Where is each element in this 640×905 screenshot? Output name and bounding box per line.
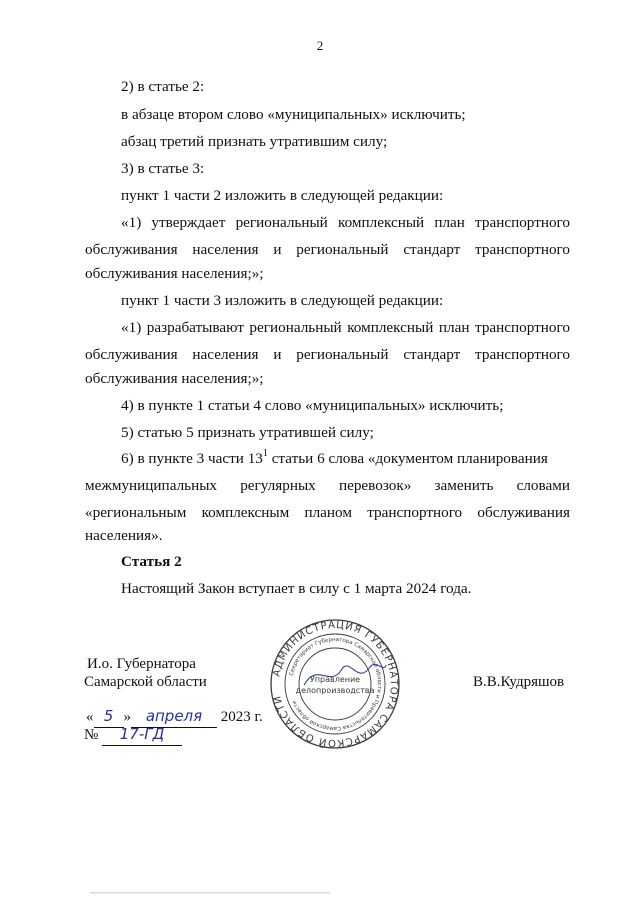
- word: транспортного: [475, 346, 570, 363]
- word: словами: [516, 477, 570, 494]
- stamp-outer-text-path: АДМИНИСТРАЦИЯ ГУБЕРНАТОРА САМАРСКОЙ ОБЛАСТИ: [271, 619, 400, 749]
- page-number: 2: [316, 38, 324, 53]
- word: транспортного: [367, 504, 463, 521]
- text-line-10: [121, 319, 570, 337]
- word: план: [434, 214, 465, 231]
- word: региональный: [296, 241, 389, 258]
- date-year: 2023 г.: [220, 709, 263, 725]
- scan-footer-line: [90, 892, 330, 894]
- word: обслуживания: [85, 346, 178, 363]
- word: и: [273, 346, 282, 363]
- text-line-11: [85, 346, 570, 364]
- word: «1): [121, 214, 142, 231]
- text-line-14: 5) статью 5 признать утратившей силу;: [121, 424, 374, 441]
- word: комплексный: [347, 319, 434, 336]
- text-line-6: [121, 214, 570, 232]
- word: планом: [304, 504, 352, 521]
- word: региональный: [296, 346, 389, 363]
- date-month-value: апреля: [145, 707, 203, 725]
- text-line-8: обслуживания населения;»;: [85, 265, 264, 282]
- word: стандарт: [403, 241, 461, 258]
- text-line-9: пункт 1 части 3 изложить в следующей редакции:: [121, 292, 444, 309]
- text-line-5: пункт 1 части 2 изложить в следующей редакции:: [121, 187, 444, 204]
- word: населения: [192, 241, 259, 258]
- date-day-value: 5: [103, 707, 114, 725]
- word: обслуживания: [477, 504, 570, 521]
- word: комплексный: [337, 214, 425, 231]
- word: план: [438, 319, 470, 336]
- text-line-7: [85, 241, 570, 259]
- signatory-title-line-1: И.о. Губернатора: [87, 656, 196, 672]
- signature-stroke: [304, 664, 386, 685]
- text-line-12: обслуживания населения;»;: [85, 370, 264, 387]
- text-line-4: 3) в статье 3:: [121, 160, 205, 177]
- word: населения: [192, 346, 259, 363]
- word: регулярных: [240, 477, 316, 494]
- law-number: [84, 724, 182, 746]
- number-value: 17-ГД: [119, 725, 165, 743]
- text-line-18: населения».: [85, 527, 163, 544]
- date-quote-close: »: [123, 709, 131, 725]
- signatory-name: В.В.Кудряшов: [473, 674, 565, 690]
- word: «1): [121, 319, 142, 336]
- text-line-17: [85, 504, 570, 522]
- article-heading: Статья 2: [121, 553, 182, 570]
- word: разрабатывают: [146, 319, 244, 336]
- word: транспортного: [475, 241, 570, 258]
- word: перевозок»: [338, 477, 412, 494]
- line-15-start: [121, 450, 548, 468]
- text-part: статьи 6 слова «документом планирования: [267, 450, 548, 467]
- word: транспортного: [475, 214, 570, 231]
- word: «региональным: [85, 504, 187, 521]
- word: стандарт: [403, 346, 461, 363]
- word: транспортного: [475, 319, 570, 336]
- number-field: [102, 724, 182, 746]
- superscript: 1: [262, 448, 268, 459]
- stamp-inner-text-path: Секретариат Губернатора Самарской области и Правительства Самарской области: [288, 636, 383, 732]
- stamp-center-line-2: делопроизводства: [295, 686, 375, 695]
- word: региональный: [249, 319, 342, 336]
- word: межмуниципальных: [85, 477, 217, 494]
- text-line-16: [85, 477, 570, 495]
- text-part: 6) в пункте 3 части 13: [121, 450, 263, 467]
- word: региональный: [235, 214, 328, 231]
- date-quote-open: «: [86, 709, 94, 725]
- text-line-1: 2) в статье 2:: [121, 78, 205, 95]
- word: и: [273, 241, 282, 258]
- word: обслуживания: [85, 241, 178, 258]
- text-line-19: Настоящий Закон вступает в силу с 1 марта 2024 года.: [121, 580, 472, 597]
- text-line-15: [121, 450, 570, 468]
- signatory-title-line-2: Самарской области: [84, 674, 207, 690]
- text-line-2: в абзаце втором слово «муниципальных» исключить;: [121, 106, 466, 123]
- text-line-3: абзац третий признать утратившим силу;: [121, 133, 388, 150]
- text-line-13: 4) в пункте 1 статьи 4 слово «муниципальных» исключить;: [121, 397, 504, 414]
- word: заменить: [434, 477, 494, 494]
- word: комплексным: [201, 504, 290, 521]
- scan-footer-marks: [90, 890, 330, 896]
- handwritten-signature: [300, 655, 390, 695]
- number-label: №: [84, 727, 99, 743]
- word: утверждает: [151, 214, 226, 231]
- stamp-center-line-1: Управление: [309, 675, 361, 684]
